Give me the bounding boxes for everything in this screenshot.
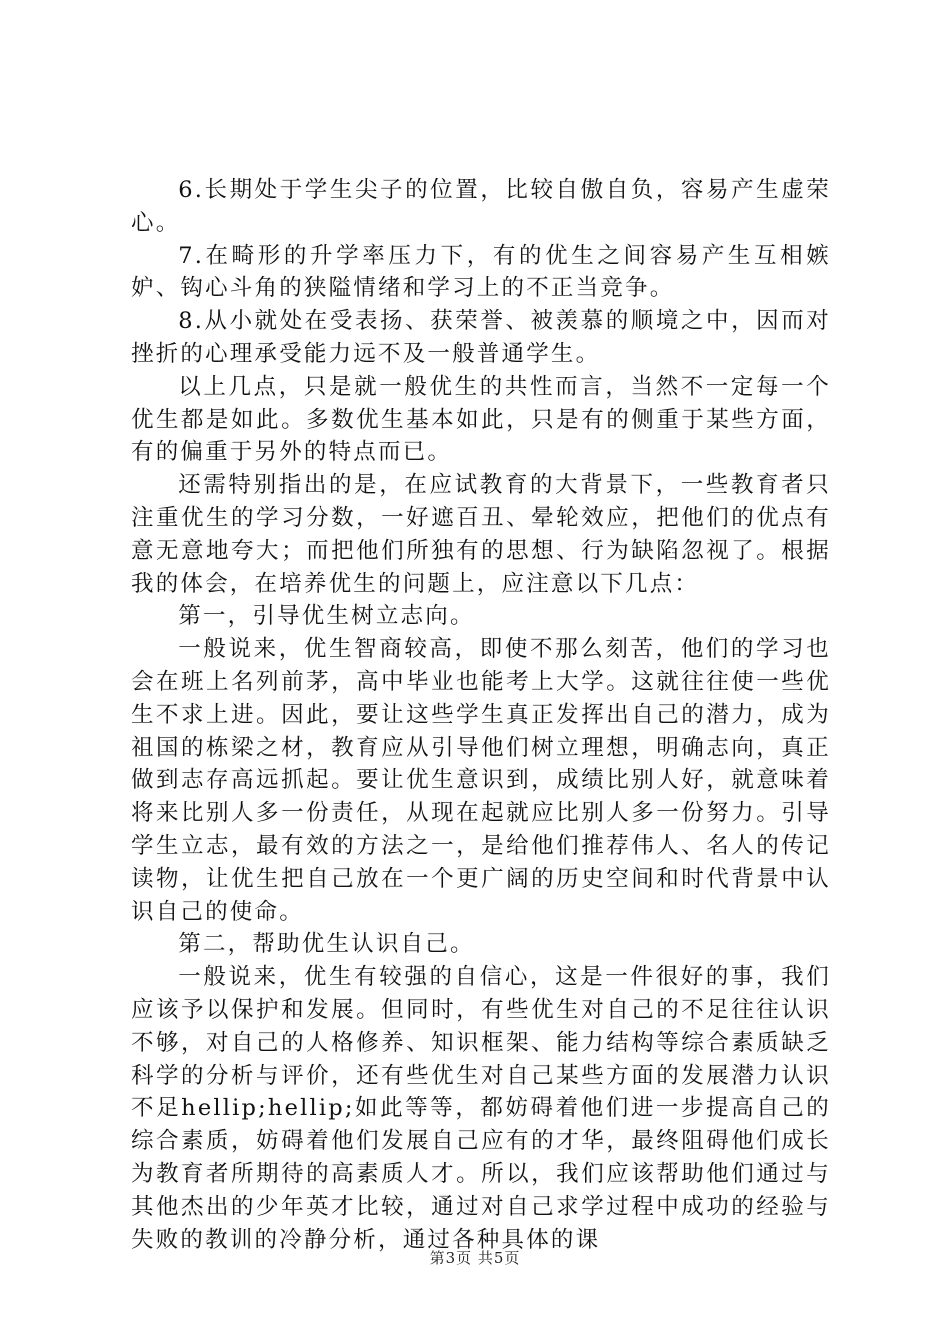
document-body <box>131 174 831 1256</box>
section-heading: 第二，帮助优生认识自己。 <box>178 931 475 958</box>
paragraph: 一般说来，优生有较强的自信心，这是一件很好的事，我们应该予以保护和发展。但同时，有些优生对自己的不足往往认识不够，对自己的人格修养、知识框架、能力结构等综合素质缺乏科学的分析与评价，还有些优生对自己某些方面的发展潜力认识不足hellip;hellip;如此等等，都妨碍着他们进一步提高自己的综合素质，妨碍着他们发展自己应有的才华，最终阻碍他们成长为教育者所期待的高素质人才。所以，我们应该帮助他们通过与其他杰出的少年英才比较，通过对自己求学过程中成功的经验与失败的教训的冷静分析，通过各种具体的课 <box>131 964 831 1253</box>
paragraph: 以上几点，只是就一般优生的共性而言，当然不一定每一个优生都是如此。多数优生基本如此，只是有的侧重于某些方面，有的偏重于另外的特点而已。 <box>131 373 831 466</box>
paragraph: 一般说来，优生智商较高，即使不那么刻苦，他们的学习也会在班上名列前茅，高中毕业也能考上大学。这就往往使一些优生不求上进。因此，要让这些学生真正发挥出自己的潜力，成为祖国的栋梁之材，教育应从引导他们树立理想，明确志向，真正做到志存高远抓起。要让优生意识到，成绩比别人好，就意味着将来比别人多一份责任，从现在起就应比别人多一份努力。引导学生立志，最有效的方法之一，是给他们推荐伟人、名人的传记读物，让优生把自己放在一个更广阔的历史空间和时代背景中认识自己的使命。 <box>131 636 831 925</box>
page-number-footer: 第3页 共5页 <box>429 1249 521 1267</box>
paragraph: 还需特别指出的是，在应试教育的大背景下，一些教育者只注重优生的学习分数，一好遮百丑、晕轮效应，把他们的优点有意无意地夸大；而把他们所独有的思想、行为缺陷忽视了。根据我的体会，在培养优生的问题上，应注意以下几点： <box>131 472 831 597</box>
paragraph: 6.长期处于学生尖子的位置，比较自傲自负，容易产生虚荣心。 <box>131 177 831 236</box>
paragraph: 8.从小就处在受表扬、获荣誉、被羡慕的顺境之中，因而对挫折的心理承受能力远不及一般普通学生。 <box>131 308 831 367</box>
paragraph: 7.在畸形的升学率压力下，有的优生之间容易产生互相嫉妒、钩心斗角的狭隘情绪和学习上的不正当竞争。 <box>131 242 831 302</box>
section-heading: 第一，引导优生树立志向。 <box>178 603 475 630</box>
